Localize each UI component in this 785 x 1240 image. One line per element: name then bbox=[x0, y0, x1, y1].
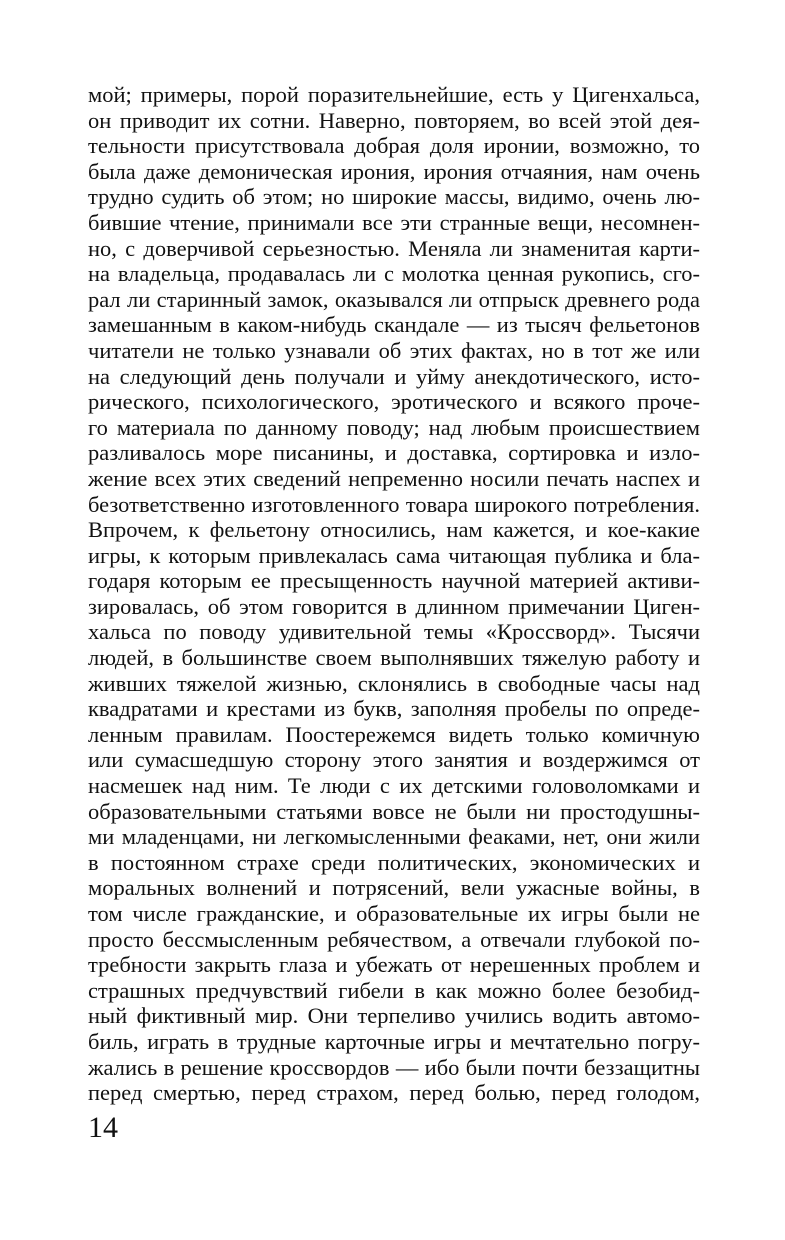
text-line: том числе гражданские, и образовательные их игры были не bbox=[88, 901, 700, 926]
text-line: годаря которым ее пресыщенность научной материей активи- bbox=[88, 568, 700, 594]
text-line: он приводит их сотни. Наверно, повторяем, во всей этой дея- bbox=[88, 107, 700, 133]
text-line: на владельца, продавалась ли с молотка ценная рукопись, сго- bbox=[88, 261, 700, 287]
text-line: безответственно изготовленного товара широкого потребления. bbox=[88, 491, 700, 517]
text-line: квадратами и крестами из букв, заполняя пробелы по опреде- bbox=[88, 696, 700, 722]
text-line: образовательными статьями вовсе не были ни простодушны- bbox=[88, 798, 700, 824]
text-line: ный фиктивный мир. Они терпеливо учились водить автомо- bbox=[88, 1003, 700, 1029]
page-number: 14 bbox=[88, 1111, 118, 1144]
text-line: тельности присутствовала добрая доля иронии, возможно, то bbox=[88, 133, 700, 159]
text-line: перед смертью, перед страхом, перед болью, перед голодом, bbox=[88, 1080, 700, 1106]
text-line: или сумасшедшую сторону этого занятия и воздержимся от bbox=[88, 747, 700, 773]
text-line: зировалась, об этом говорится в длинном примечании Циген- bbox=[88, 593, 700, 619]
text-line: страшных предчувствий гибели в как можно более безобид- bbox=[88, 977, 700, 1003]
text-line: на следующий день получали и уйму анекдотического, исто- bbox=[88, 363, 700, 389]
text-line: замешанным в каком-нибудь скандале — из тысяч фельетонов bbox=[88, 312, 700, 338]
text-line: живших тяжелой жизнью, склонялись в свободные часы над bbox=[88, 670, 700, 696]
text-line: моральных волнений и потрясений, вели ужасные войны, в bbox=[88, 875, 700, 901]
text-line: была даже демоническая ирония, ирония отчаяния, нам очень bbox=[88, 158, 700, 184]
text-line: мой; примеры, порой поразительнейшие, есть у Цигенхальса, bbox=[88, 82, 700, 107]
text-line: жение всех этих сведений непременно носили печать наспех и bbox=[88, 465, 700, 491]
text-line: ми младенцами, ни легкомысленными феаками, нет, они жили bbox=[88, 824, 700, 850]
text-line: но, с доверчивой серьезностью. Меняла ли знаменитая карти- bbox=[88, 235, 700, 261]
text-line: рал ли старинный замок, оказывался ли отпрыск древнего рода bbox=[88, 286, 700, 312]
text-line: жались в решение кроссвордов — ибо были почти беззащитны bbox=[88, 1054, 700, 1080]
text-line: рического, психологического, эротического и всякого проче- bbox=[88, 389, 700, 415]
text-line: игры, к которым привлекалась сама читающая публика и бла- bbox=[88, 542, 700, 568]
text-line: требности закрыть глаза и убежать от нерешенных проблем и bbox=[88, 952, 700, 978]
text-line: читатели не только узнавали об этих фактах, но в тот же или bbox=[88, 337, 700, 363]
text-line: в постоянном страхе среди политических, экономических и bbox=[88, 849, 700, 875]
text-line: людей, в большинстве своем выполнявших тяжелую работу и bbox=[88, 645, 700, 671]
text-line: го материала по данному поводу; над любым происшествием bbox=[88, 414, 700, 440]
text-line: ленным правилам. Поостережемся видеть только комичную bbox=[88, 721, 700, 747]
text-line: разливалось море писанины, и доставка, сортировка и изло- bbox=[88, 440, 700, 466]
text-line: трудно судить об этом; но широкие массы, видимо, очень лю- bbox=[88, 184, 700, 210]
text-line: Впрочем, к фельетону относились, нам кажется, и кое-какие bbox=[88, 517, 700, 543]
body-text bbox=[88, 82, 700, 1106]
text-line: просто бессмысленным ребячеством, а отвечали глубокой по- bbox=[88, 926, 700, 952]
text-line: биль, играть в трудные карточные игры и мечтательно погру- bbox=[88, 1028, 700, 1054]
text-line: хальса по поводу удивительной темы «Кроссворд». Тысячи bbox=[88, 619, 700, 645]
text-line: бившие чтение, принимали все эти странные вещи, несомнен- bbox=[88, 209, 700, 235]
text-line: насмешек над ним. Те люди с их детскими головоломками и bbox=[88, 773, 700, 799]
